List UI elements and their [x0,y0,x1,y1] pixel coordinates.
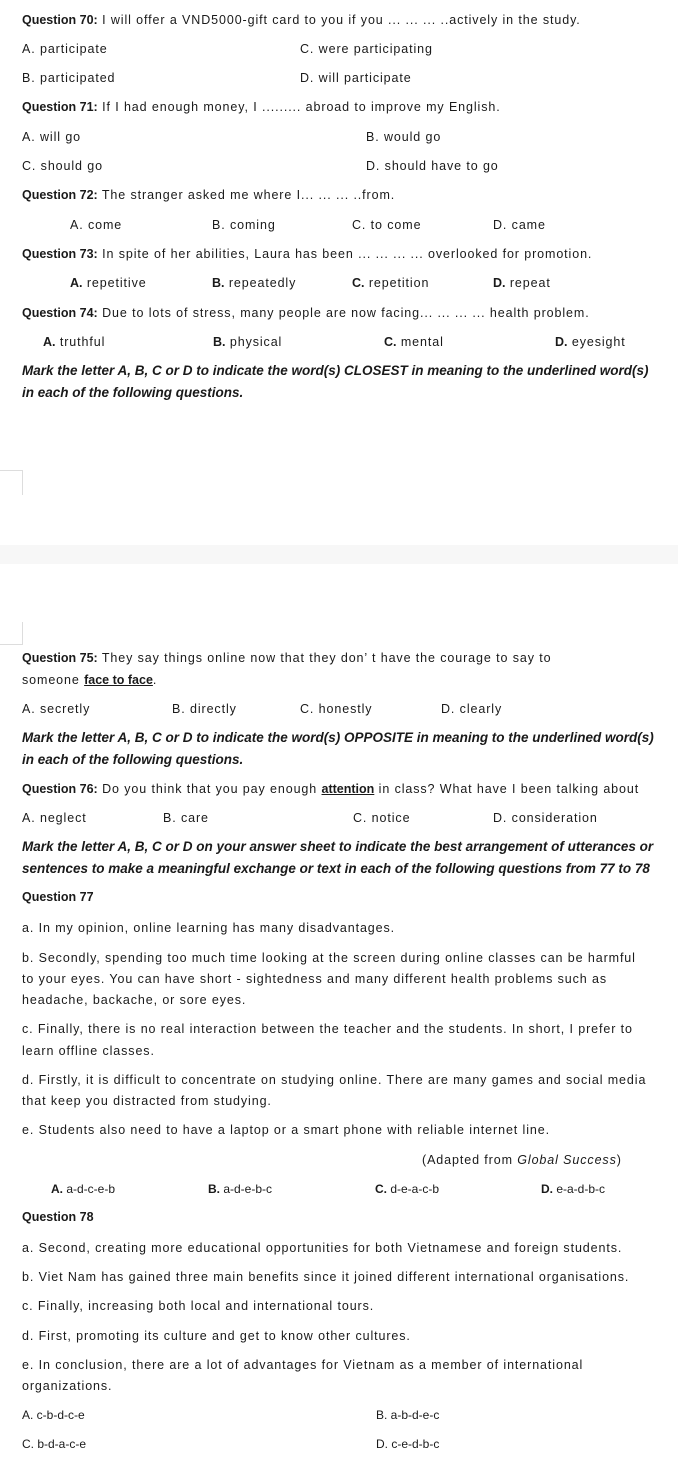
q76-option-a: A. neglect [22,811,87,825]
q78-sentence-d: d. First, promoting its culture and get to know other cultures. [22,1329,411,1343]
q75-stem-line2: someone face to face. [22,673,158,687]
q71-option-c: C. should go [22,159,103,173]
page-edge-marker [0,622,23,645]
q76-option-b: B. care [163,811,209,825]
q77-title: Question 77 [22,890,94,904]
q78-sentence-c: c. Finally, increasing both local and international tours. [22,1299,375,1313]
q77-option-a: A. a-d-c-e-b [51,1182,116,1196]
q77-option-b: B. a-d-e-b-c [208,1182,273,1196]
q74-label: Question 74: [22,306,98,320]
q76-underlined: attention [321,782,375,796]
q78-sentence-e-line2: organizations. [22,1379,113,1393]
q73-label: Question 73: [22,247,98,261]
q78-option-c: C. b-d-a-c-e [22,1437,87,1451]
q77-sentence-d-line1: d. Firstly, it is difficult to concentrate on studying online. There are many games and social media [22,1073,647,1087]
instruction-arrangement-line1: Mark the letter A, B, C or D on your answer sheet to indicate the best arrangement of utterances or [22,839,654,854]
q73-option-a: A. repetitive [70,276,147,290]
q78-sentence-e-line1: e. In conclusion, there are a lot of advantages for Vietnam as a member of international [22,1358,584,1372]
page-break [0,545,678,564]
q73-stem: Question 73: In spite of her abilities, Laura has been ... ... ... ... overlooked for promotion. [22,247,593,261]
q78-sentence-b: b. Viet Nam has gained three main benefits since it joined different international organisations. [22,1270,630,1284]
q75-option-c: C. honestly [300,702,373,716]
q78-option-a: A. c-b-d-c-e [22,1408,85,1422]
q77-sentence-e: e. Students also need to have a laptop or a smart phone with reliable internet line. [22,1123,550,1137]
q74-option-d: D. eyesight [555,335,626,349]
q77-sentence-d-line2: that keep you distracted from studying. [22,1094,272,1108]
q78-title: Question 78 [22,1210,94,1224]
q70-option-b: B. participated [22,71,116,85]
q70-option-a: A. participate [22,42,108,56]
q75-label: Question 75: [22,651,98,665]
q74-option-b: B. physical [213,335,283,349]
q77-sentence-b-line1: b. Secondly, spending too much time looking at the screen during online classes can be harmful [22,951,636,965]
q70-label: Question 70: [22,13,98,27]
q74-stem: Question 74: Due to lots of stress, many people are now facing... ... ... ... health problem. [22,306,590,320]
q77-option-d: D. e-a-d-b-c [541,1182,606,1196]
instruction-arrangement-line2: sentences to make a meaningful exchange or text in each of the following questions from 77 to 78 [22,861,650,876]
q78-sentence-a: a. Second, creating more educational opportunities for both Vietnamese and foreign students. [22,1241,623,1255]
q72-option-b: B. coming [212,218,276,232]
instruction-opposite-line1: Mark the letter A, B, C or D to indicate the word(s) OPPOSITE in meaning to the underlined word(s) [22,730,654,745]
q72-option-a: A. come [70,218,123,232]
q75-stem-line1: Question 75: They say things online now that they don’ t have the courage to say to [22,651,552,665]
q76-option-d: D. consideration [493,811,598,825]
q77-sentence-a: a. In my opinion, online learning has many disadvantages. [22,921,396,935]
page-edge-marker [0,470,23,495]
q72-stem: Question 72: The stranger asked me where I... ... ... ..from. [22,188,396,202]
instruction-closest-line1: Mark the letter A, B, C or D to indicate the word(s) CLOSEST in meaning to the underlined word(s) [22,363,649,378]
q73-option-b: B. repeatedly [212,276,297,290]
q76-option-c: C. notice [353,811,411,825]
q75-option-d: D. clearly [441,702,503,716]
q71-option-d: D. should have to go [366,159,499,173]
q71-label: Question 71: [22,100,98,114]
q70-stem: Question 70: I will offer a VND5000-gift card to you if you ... ... ... ..actively in the study. [22,13,581,27]
q77-option-c: C. d-e-a-c-b [375,1182,440,1196]
q71-stem: Question 71: If I had enough money, I ......... abroad to improve my English. [22,100,501,114]
q78-option-d: D. c-e-d-b-c [376,1437,440,1451]
q72-option-d: D. came [493,218,546,232]
q73-option-c: C. repetition [352,276,430,290]
q75-option-b: B. directly [172,702,237,716]
q78-option-b: B. a-b-d-e-c [376,1408,440,1422]
q77-sentence-b-line2: to your eyes. You can have short - sightedness and many different health problems such as [22,972,608,986]
instruction-closest-line2: in each of the following questions. [22,385,244,400]
q77-sentence-b-line3: headache, backache, or sore eyes. [22,993,247,1007]
q76-stem: Question 76: Do you think that you pay enough attention in class? What have I been talking about [22,782,640,796]
q70-option-d: D. will participate [300,71,412,85]
q77-sentence-c-line2: learn offline classes. [22,1044,155,1058]
q72-option-c: C. to come [352,218,422,232]
q71-option-a: A. will go [22,130,82,144]
q77-source: (Adapted from Global Success) [422,1153,622,1167]
q70-option-c: C. were participating [300,42,433,56]
q71-option-b: B. would go [366,130,442,144]
q75-option-a: A. secretly [22,702,91,716]
q72-label: Question 72: [22,188,98,202]
q73-option-d: D. repeat [493,276,551,290]
q74-option-c: C. mental [384,335,444,349]
q75-underlined: face to face [84,673,153,687]
q76-label: Question 76: [22,782,98,796]
q74-option-a: A. truthful [43,335,106,349]
instruction-opposite-line2: in each of the following questions. [22,752,244,767]
q77-sentence-c-line1: c. Finally, there is no real interaction between the teacher and the students. In short, I prefer to [22,1022,633,1036]
